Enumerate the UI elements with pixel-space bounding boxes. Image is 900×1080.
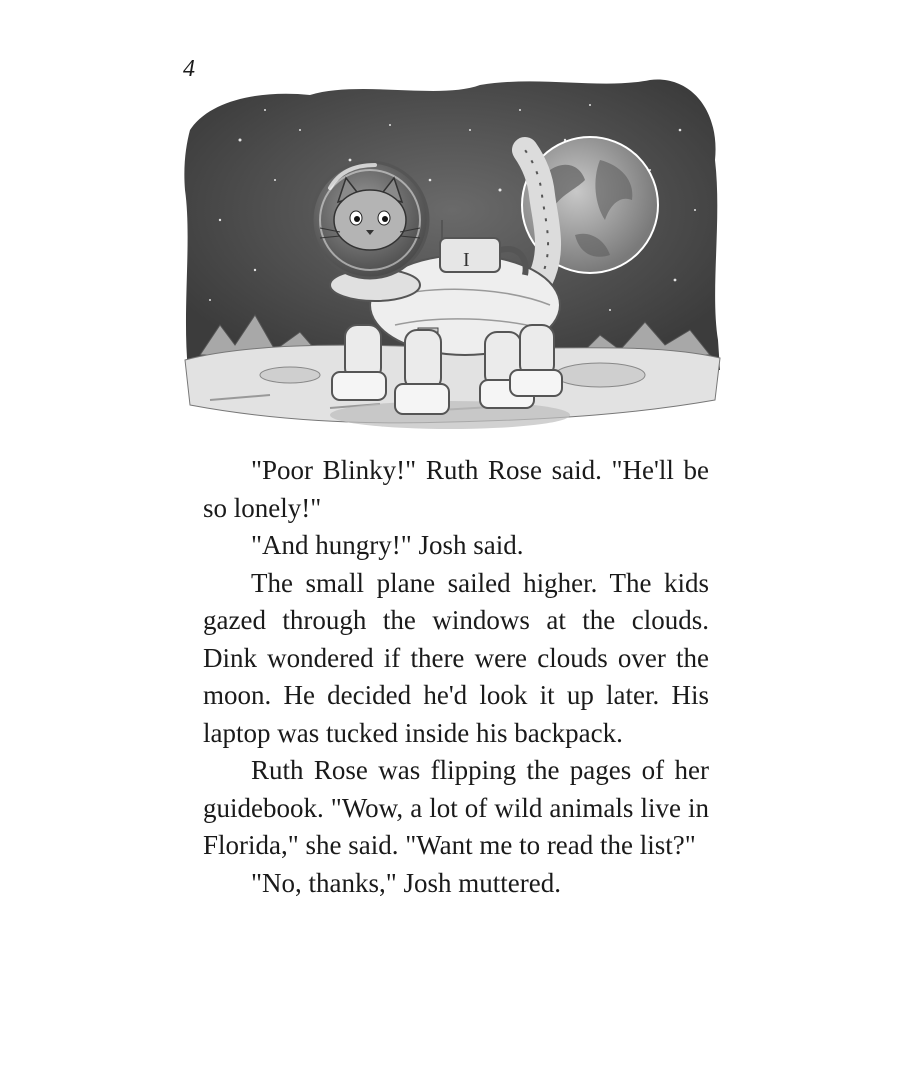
paragraph: "Poor Blinky!" Ruth Rose said. "He'll be so lonely!" xyxy=(203,455,709,523)
suit-backpack xyxy=(440,238,500,272)
crater xyxy=(555,363,645,387)
astronaut-cat-illustration xyxy=(180,70,725,450)
suit-letter: I xyxy=(463,249,470,271)
paragraph: "And hungry!" Josh said. xyxy=(251,530,524,560)
paragraph: Ruth Rose was flipping the pages of her guidebook. "Wow, a lot of wild animals live in Florida," she said. "Want me to read the list?" xyxy=(203,755,709,860)
paragraph: The small plane sailed higher. The kids gazed through the windows at the clouds. Dink wondered if there were clouds over the moon. He decided he'd look it up later. His laptop was tucked inside his backpack. xyxy=(203,567,709,748)
crater xyxy=(260,367,320,383)
story-text xyxy=(203,452,709,902)
paragraph: "No, thanks," Josh muttered. xyxy=(251,867,562,898)
page-number: 4 xyxy=(183,56,195,82)
